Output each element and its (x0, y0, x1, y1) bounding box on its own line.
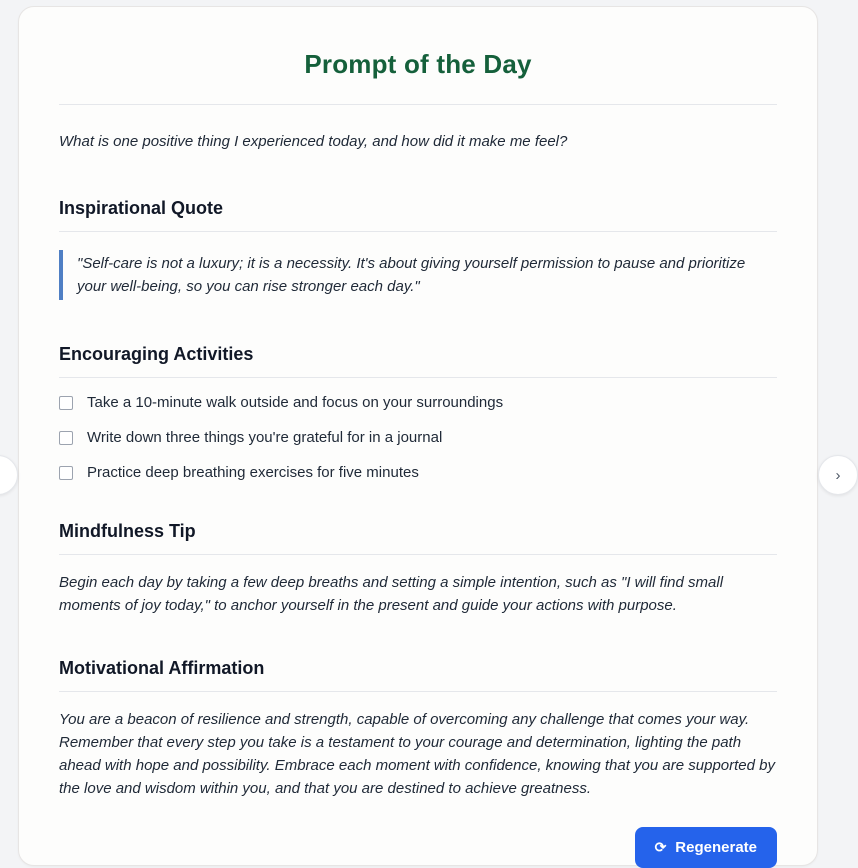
regenerate-button[interactable] (635, 827, 777, 868)
activity-list (59, 394, 777, 481)
section-heading-affirmation: Motivational Affirmation (59, 657, 265, 678)
mindfulness-divider (59, 554, 777, 555)
checkbox-icon[interactable] (59, 466, 73, 480)
chevron-left-icon (0, 467, 1, 484)
activity-label: Take a 10-minute walk outside and focus on your surroundings (87, 394, 504, 411)
prompt-of-the-day-card (18, 6, 818, 866)
page-title: Prompt of the Day (304, 49, 532, 79)
activity-label: Practice deep breathing exercises for five minutes (87, 464, 419, 481)
list-item[interactable] (59, 429, 777, 446)
section-heading-quote: Inspirational Quote (59, 197, 224, 218)
card-content (19, 7, 817, 868)
quote-divider (59, 231, 777, 232)
card-footer (59, 801, 777, 868)
carousel-next-button[interactable] (818, 455, 858, 495)
checkbox-icon[interactable] (59, 396, 73, 410)
affirmation-divider (59, 691, 777, 692)
list-item[interactable] (59, 464, 777, 481)
section-heading-activities: Encouraging Activities (59, 344, 254, 364)
activities-divider (59, 377, 777, 378)
title-divider (59, 104, 777, 105)
chevron-right-icon: › (835, 466, 841, 484)
prompt-question: What is one positive thing I experienced today, and how did it make me feel? (59, 133, 568, 150)
inspirational-quote-block (59, 250, 777, 301)
refresh-icon: ⟳ (654, 839, 667, 855)
checkbox-icon[interactable] (59, 431, 73, 445)
inspirational-quote-text: "Self-care is not a luxury; it is a necessity. It's about giving yourself permission to pause and prioritize your well-being, so you can rise stronger each day." (77, 254, 746, 295)
carousel-prev-button[interactable] (0, 455, 18, 495)
motivational-affirmation-text: You are a beacon of resilience and strength, capable of overcoming any challenge that comes your way. Remember that every step you take is a testament to your courage and determination, lighting the path ahead with hope and possibility. Embrace each moment with confidence, knowing that you are supported by the love and wisdom within you, and that you are destined to achieve greatness. (59, 710, 775, 798)
mindfulness-tip-text: Begin each day by taking a few deep breaths and setting a simple intention, such as "I will find small moments of joy today," to anchor yourself in the present and guide your actions with purpose. (59, 574, 724, 615)
section-heading-mindfulness: Mindfulness Tip (59, 521, 196, 541)
activity-label: Write down three things you're grateful for in a journal (87, 429, 443, 446)
list-item[interactable] (59, 394, 777, 411)
regenerate-button-label: Regenerate (675, 838, 757, 856)
